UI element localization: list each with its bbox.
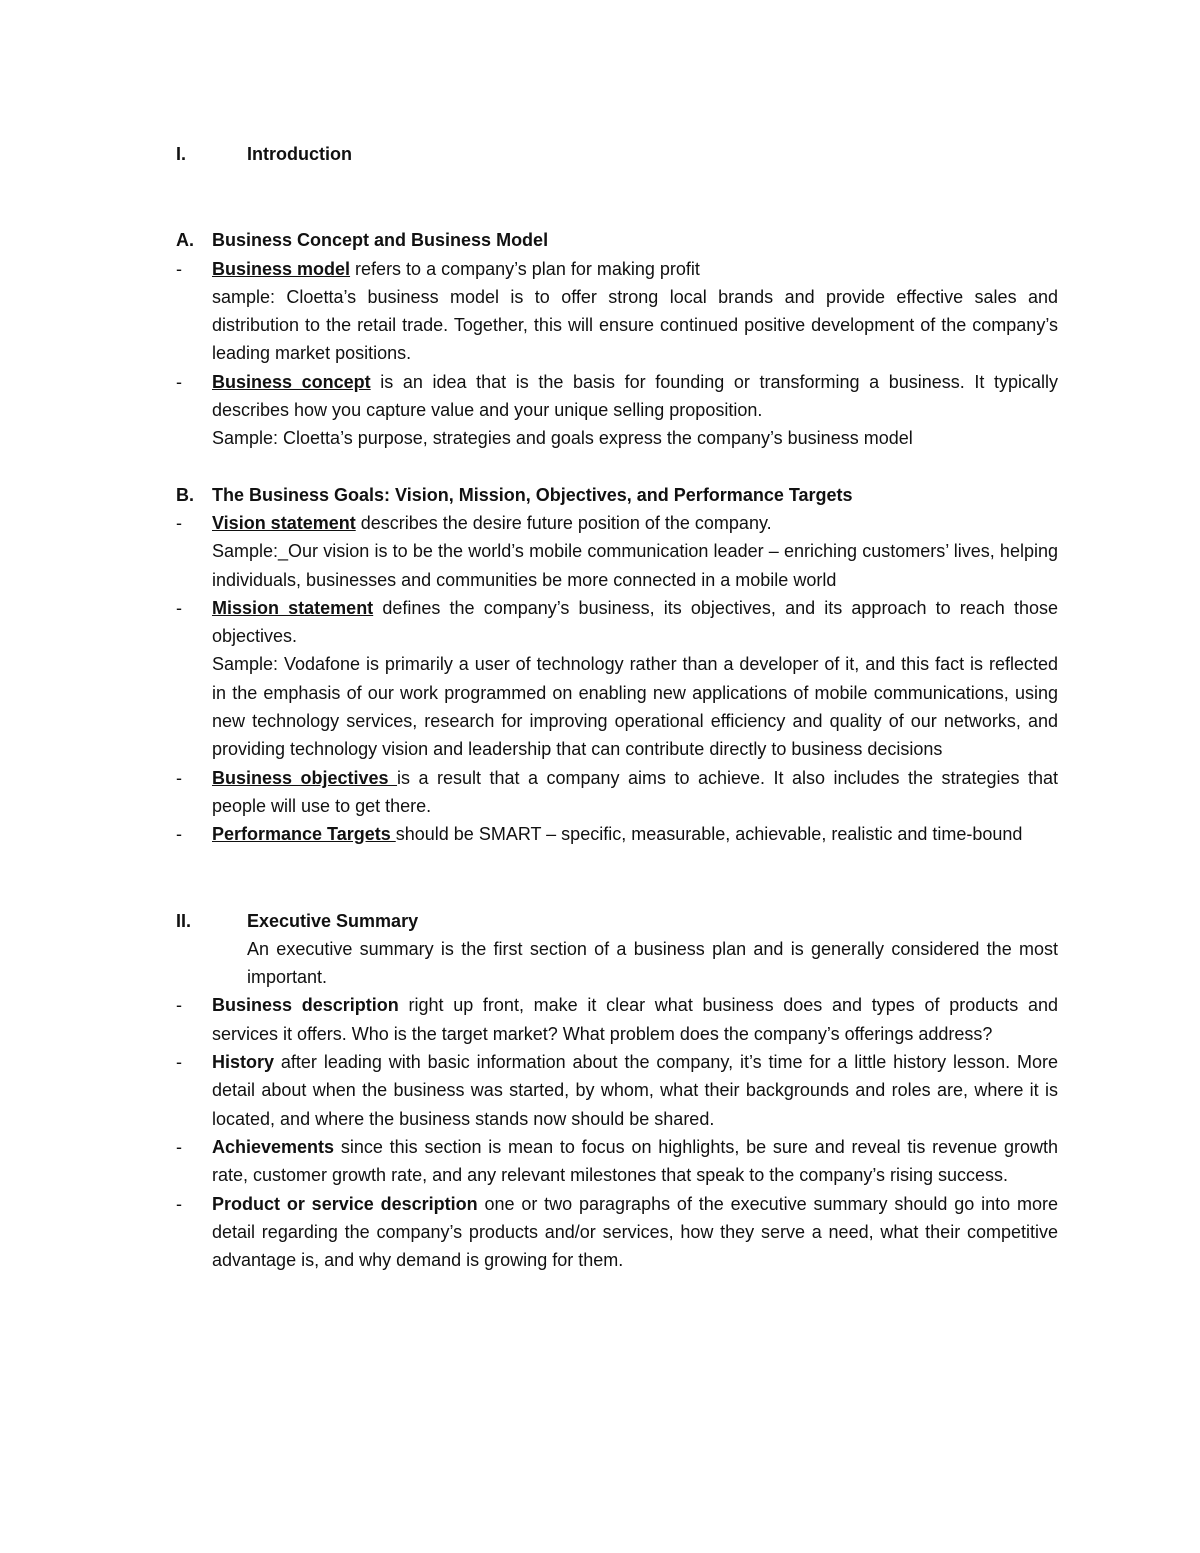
definition: right up front, make it clear what business does and types of products and services it offers. Who is the target market? What problem does the company’s offerings address? bbox=[212, 995, 1058, 1044]
definition: after leading with basic information about the company, it’s time for a little history lesson. More detail about when the business was started, by whom, what their backgrounds and roles are, where it is located, and where the business stands now should be shared. bbox=[212, 1052, 1058, 1129]
list-item-body bbox=[212, 820, 1058, 848]
subsection-heading-b bbox=[176, 481, 1058, 509]
list-item-mission-statement bbox=[176, 594, 1058, 764]
list-item-body bbox=[212, 1190, 1058, 1275]
bullet-dash: - bbox=[176, 1136, 182, 1157]
term: Performance Targets bbox=[212, 824, 396, 845]
sample-text: sample: Cloetta’s business model is to offer strong local brands and provide effective sales and distribution to the retail trade. Together, this will ensure continued positive development of the company’s leading market positions. bbox=[212, 286, 1058, 364]
subsection-title: The Business Goals: Vision, Mission, Objectives, and Performance Targets bbox=[212, 484, 853, 505]
list-item-body bbox=[212, 1048, 1058, 1133]
section-title: Executive Summary bbox=[247, 910, 419, 931]
term: Business objectives bbox=[212, 767, 398, 788]
term: Business description bbox=[212, 995, 399, 1016]
definition: refers to a company’s plan for making profit bbox=[350, 258, 700, 279]
section-title: Introduction bbox=[247, 144, 352, 164]
subsection-title: Business Concept and Business Model bbox=[212, 230, 549, 251]
document-body bbox=[176, 140, 1058, 1274]
definition: should be SMART – specific, measurable, achievable, realistic and time-bound bbox=[395, 824, 1023, 845]
list-item-vision-statement bbox=[176, 509, 1058, 594]
list-item-body bbox=[212, 368, 1058, 453]
term: Business concept bbox=[212, 371, 371, 392]
bullet-dash: - bbox=[176, 597, 182, 618]
definition: since this section is mean to focus on highlights, be sure and reveal tis revenue growth rate, customer growth rate, and any relevant milestones that speak to the company’s rising success. bbox=[212, 1136, 1058, 1186]
definition: describes the desire future position of the company. bbox=[355, 512, 772, 533]
spacer bbox=[176, 168, 1058, 226]
bullet-dash: - bbox=[176, 995, 182, 1016]
spacer bbox=[176, 453, 1058, 481]
bullet-dash: - bbox=[176, 512, 182, 533]
list-item-history bbox=[176, 1048, 1058, 1133]
section-number: I. bbox=[176, 144, 187, 164]
subsection-letter: A. bbox=[176, 230, 194, 251]
sample-text: Sample: Vodafone is primarily a user of technology rather than a developer of it, and this fact is reflected in the emphasis of our work programmed on enabling new applications of mobile communications, using new technology services, research for improving operational efficiency and quality of our networks, and providing technology vision and leadership that can contribute directly to business decisions bbox=[212, 654, 1058, 760]
term: Vision statement bbox=[212, 512, 356, 533]
definition: defines the company’s business, its objectives, and its approach to reach those objectives. bbox=[212, 597, 1058, 647]
bullet-dash: - bbox=[176, 371, 182, 392]
term: Mission statement bbox=[212, 597, 374, 618]
list-item-body bbox=[212, 594, 1058, 764]
list-item-body bbox=[212, 509, 1058, 594]
definition: is a result that a company aims to achieve. It also includes the strategies that people will use to get there. bbox=[212, 767, 1058, 816]
bullet-dash: - bbox=[176, 767, 182, 788]
bullet-dash: - bbox=[176, 258, 182, 279]
subsection-letter: B. bbox=[176, 484, 194, 505]
list-item-business-objectives bbox=[176, 764, 1058, 821]
section-heading-introduction bbox=[176, 140, 1058, 168]
spacer bbox=[176, 849, 1058, 907]
sample-text: Sample: Cloetta’s purpose, strategies and goals express the company’s business model bbox=[212, 428, 913, 449]
list-item-body bbox=[212, 255, 1058, 368]
subsection-heading-a bbox=[176, 226, 1058, 254]
list-item-performance-targets bbox=[176, 820, 1058, 848]
bullet-dash: - bbox=[176, 1052, 182, 1073]
bullet-dash: - bbox=[176, 824, 182, 845]
list-item-business-description bbox=[176, 991, 1058, 1048]
term: Achievements bbox=[212, 1136, 335, 1157]
section-heading-executive-summary bbox=[176, 907, 1058, 935]
section-number: II. bbox=[176, 910, 192, 931]
definition: one or two paragraphs of the executive summary should go into more detail regarding the company’s products and/or services, how they serve a need, what their competitive advantage is, and why demand is growing for them. bbox=[212, 1193, 1058, 1271]
bullet-dash: - bbox=[176, 1193, 182, 1214]
list-item-body bbox=[212, 764, 1058, 821]
sample-text: Sample:_Our vision is to be the world’s mobile communication leader – enriching customers’ lives, helping individuals, businesses and communities be more connected in a mobile world bbox=[212, 541, 1058, 590]
definition: is an idea that is the basis for founding or transforming a business. It typically describes how you capture value and your unique selling proposition. bbox=[212, 371, 1058, 421]
term: History bbox=[212, 1052, 275, 1073]
list-item-body bbox=[212, 991, 1058, 1048]
list-item-achievements bbox=[176, 1133, 1058, 1190]
list-item-business-concept bbox=[176, 368, 1058, 453]
list-item-body bbox=[212, 1133, 1058, 1190]
list-item-product-service-description bbox=[176, 1190, 1058, 1275]
term: Product or service description bbox=[212, 1193, 478, 1214]
section-intro-paragraph: An executive summary is the first section of a business plan and is generally considered the most important. bbox=[247, 938, 1058, 988]
list-item-business-model bbox=[176, 255, 1058, 368]
term: Business model bbox=[212, 258, 351, 279]
